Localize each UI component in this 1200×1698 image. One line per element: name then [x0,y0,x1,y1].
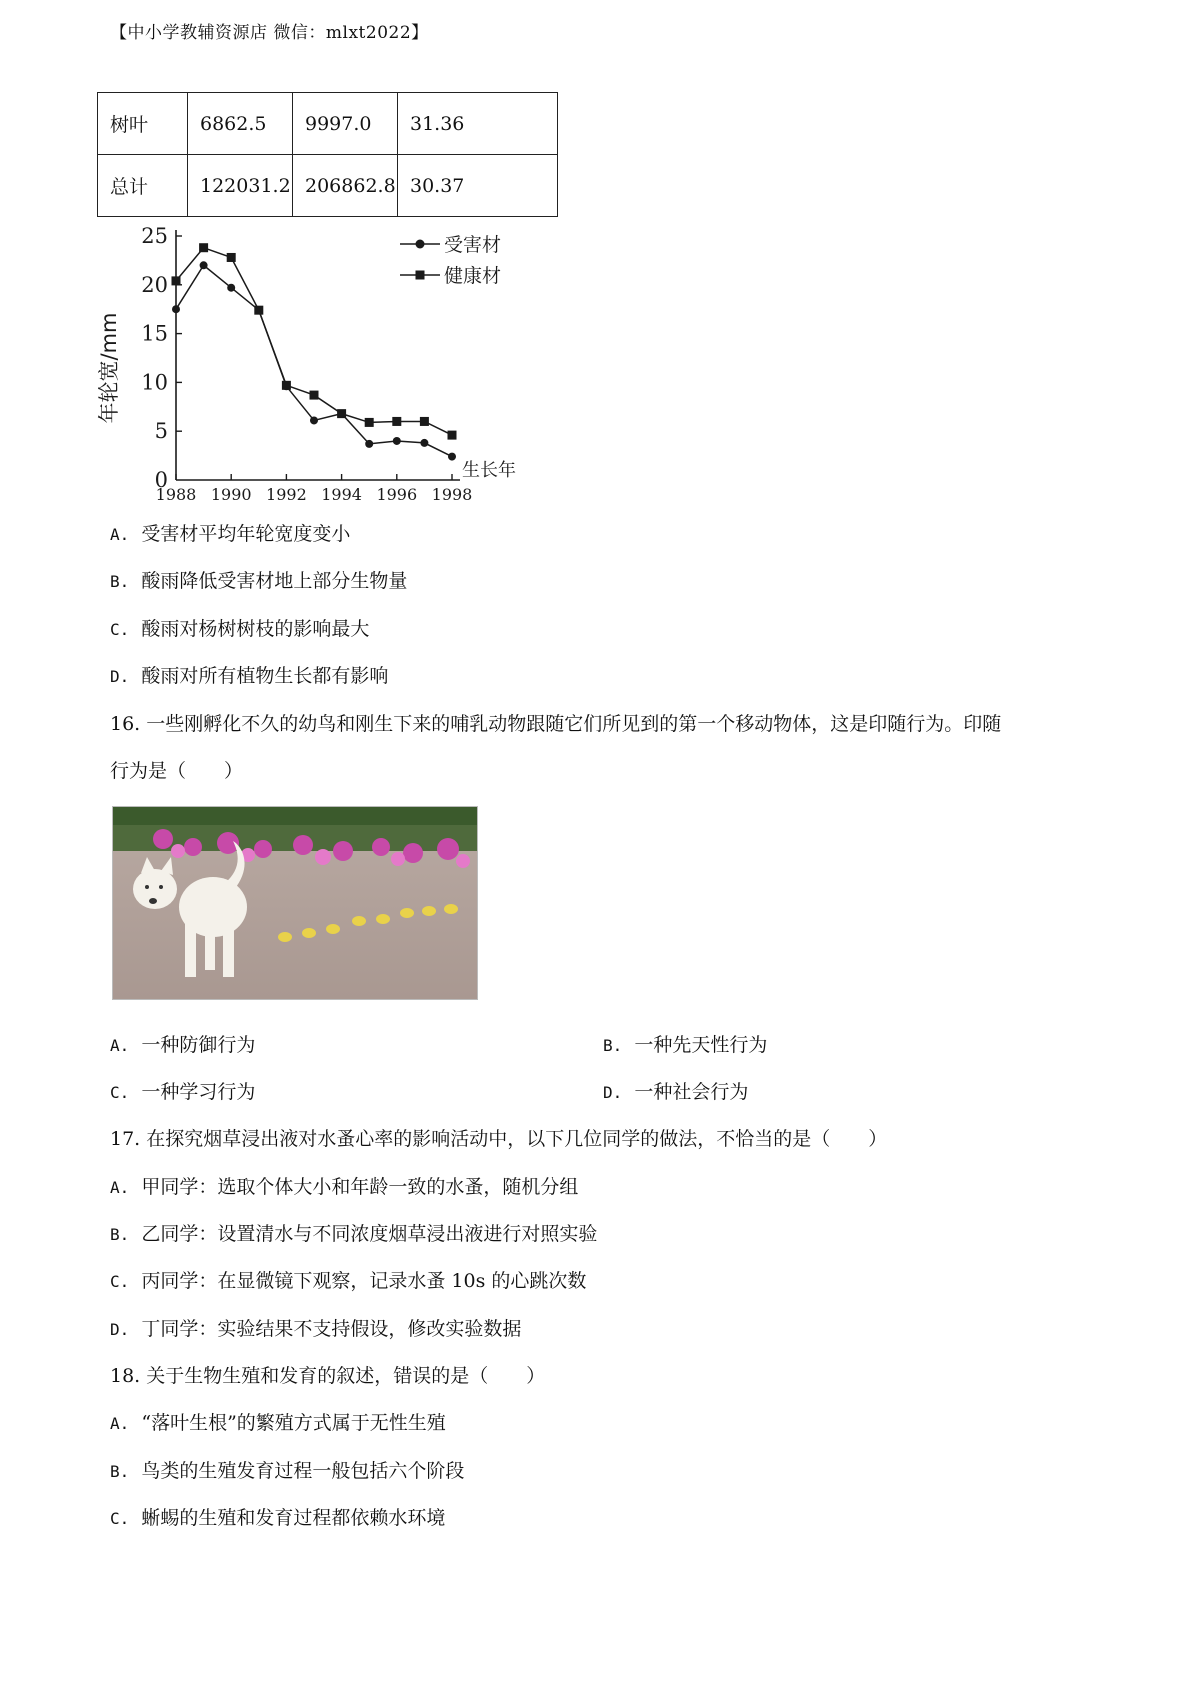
table-cell: 9997.0 [293,93,398,155]
q16-option-a [110,1030,255,1057]
imprinting-photo [112,806,478,1000]
option-text: 丁同学：实验结果不支持假设，修改实验数据 [141,1318,522,1340]
data-point [365,418,374,427]
option-text: 丙同学：在显微镜下观察，记录水蚤 10s 的心跳次数 [141,1270,587,1292]
data-point [420,417,429,426]
table-cell: 树叶 [98,93,188,155]
option-letter: C. [110,1083,130,1102]
option-text: 一种学习行为 [141,1081,256,1103]
option-text: 一种先天性行为 [634,1034,768,1056]
q16-stem-line-1: 16. 一些刚孵化不久的幼鸟和刚生下来的哺乳动物跟随它们所见到的第一个移动物体，这是印随行为。印随 [110,713,1002,735]
q17-option-d [110,1314,521,1341]
legend-marker [416,271,425,280]
x-axis-label: 生长年 [462,460,516,481]
data-point [310,416,318,424]
option-letter: A. [110,525,130,544]
option-text: 鸟类的生殖发育过程一般包括六个阶段 [141,1460,465,1482]
q16-option-d [603,1077,748,1104]
data-point [172,305,180,313]
option-text: 一种社会行为 [634,1081,749,1103]
q17-option-c [110,1266,586,1293]
table-cell: 206862.8 [293,155,398,217]
y-tick-label: 5 [154,419,168,444]
y-tick-label: 15 [141,321,168,346]
q18-option-a [110,1408,446,1435]
legend-label: 受害材 [444,234,502,256]
option-text: 一种防御行为 [141,1034,256,1056]
option-letter: B. [110,1225,130,1244]
data-point [392,417,401,426]
option-letter: D. [110,667,130,686]
y-tick-label: 20 [141,272,168,297]
option-text: 蜥蜴的生殖和发育过程都依赖水环境 [141,1507,446,1529]
q17-option-b [110,1219,597,1246]
dog-and-ducklings-illustration [113,807,477,999]
y-axis-label: 年轮宽/mm [97,312,121,424]
x-tick-label: 1992 [266,485,307,504]
header-note: 【中小学教辅资源店 微信：mlxt2022】 [110,23,429,43]
option-letter: B. [110,572,130,591]
data-point [448,431,457,440]
table-cell: 30.37 [398,155,558,217]
data-table [97,92,558,217]
data-point [227,284,235,292]
q18-stem: 18. 关于生物生殖和发育的叙述，错误的是（ ） [110,1365,546,1387]
series-line [176,265,452,456]
chart-canvas [97,222,530,512]
x-tick-label: 1998 [431,485,473,504]
y-tick-label: 0 [154,468,168,492]
table-cell: 31.36 [398,93,558,155]
data-point [365,440,373,448]
option-letter: C. [110,1509,130,1528]
option-text: 受害材平均年轮宽度变小 [141,523,351,545]
q17-stem: 17. 在探究烟草浸出液对水蚤心率的影响活动中，以下几位同学的做法，不恰当的是（ ） [110,1128,888,1150]
option-letter: A. [110,1414,130,1433]
table-row [98,155,558,217]
data-point [282,381,291,390]
option-text: 酸雨降低受害材地上部分生物量 [141,570,408,592]
data-point [254,306,263,315]
data-point [200,261,208,269]
option-text: 乙同学：设置清水与不同浓度烟草浸出液进行对照实验 [141,1223,598,1245]
data-point [172,276,181,285]
data-point [393,437,401,445]
x-tick-label: 1996 [376,485,418,504]
option-letter: D. [603,1083,623,1102]
option-text: 酸雨对所有植物生长都有影响 [141,665,389,687]
option-text: 酸雨对杨树树枝的影响最大 [141,618,370,640]
data-point [420,439,428,447]
table-cell: 总计 [98,155,188,217]
option-letter: B. [603,1036,623,1055]
x-tick-label: 1990 [210,485,252,504]
option-text: “落叶生根”的繁殖方式属于无性生殖 [141,1412,446,1434]
x-tick-label: 1994 [321,485,362,504]
q15-option-b [110,566,407,593]
data-point [448,453,456,461]
q16-option-c [110,1077,255,1104]
option-letter: A. [110,1178,130,1197]
q18-option-c [110,1503,445,1530]
legend-label: 健康材 [444,265,502,287]
table-cell: 122031.2 [188,155,293,217]
option-letter: D. [110,1320,130,1339]
table-cell: 6862.5 [188,93,293,155]
data-point [227,253,236,262]
option-text: 甲同学：选取个体大小和年龄一致的水蚤，随机分组 [141,1176,579,1198]
option-letter: C. [110,1272,130,1291]
option-letter: B. [110,1462,130,1481]
data-point [310,391,319,400]
y-tick-label: 10 [141,370,168,395]
data-point [337,409,346,418]
tree-ring-chart [97,222,530,512]
x-tick-label: 1988 [155,485,197,504]
table-row [98,93,558,155]
y-tick-label: 25 [141,224,168,248]
q15-option-a [110,519,350,546]
q15-option-d [110,661,388,688]
option-letter: A. [110,1036,130,1055]
data-point [199,243,208,252]
q16-stem-line-2: 行为是（ ） [110,760,244,782]
option-letter: C. [110,620,130,639]
q18-option-b [110,1456,464,1483]
q17-option-a [110,1172,578,1199]
q16-option-b [603,1030,767,1057]
legend-marker [416,240,425,249]
q15-option-c [110,614,369,641]
